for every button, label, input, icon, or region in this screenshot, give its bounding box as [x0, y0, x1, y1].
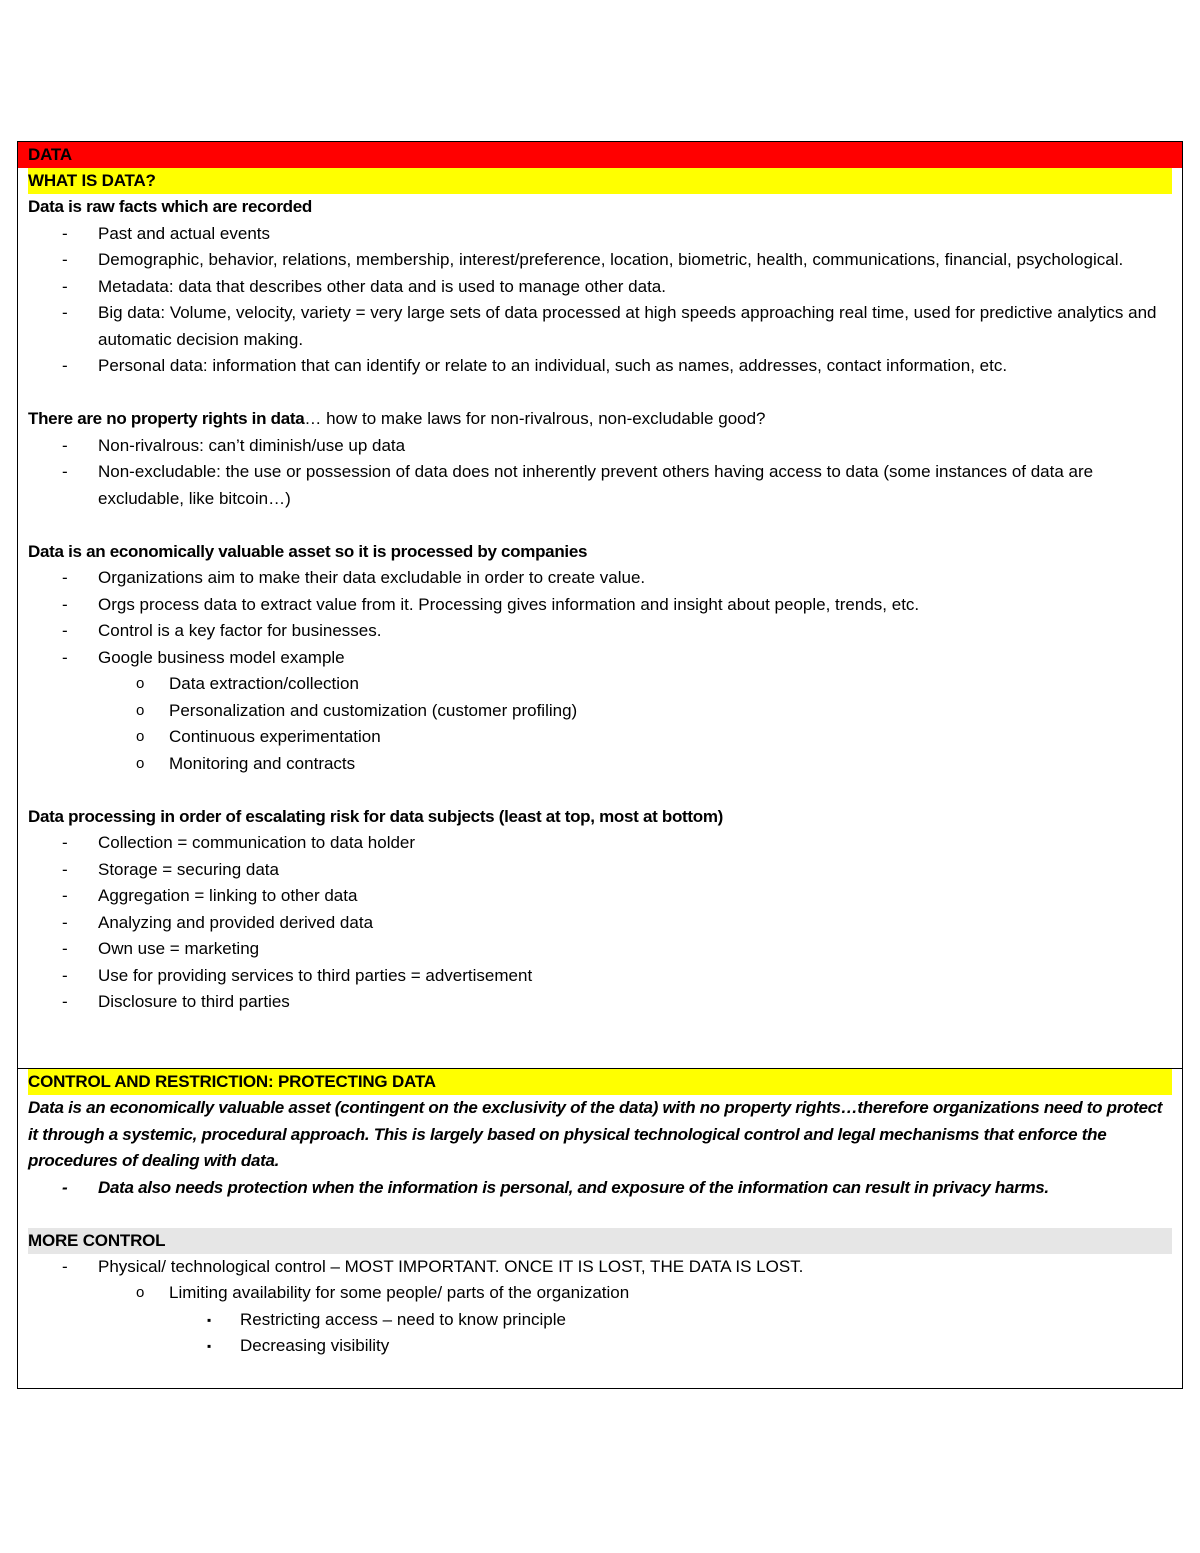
list-item: - Control is a key factor for businesses. [28, 618, 1172, 645]
dash-bullet: - [62, 647, 68, 667]
list-intro [28, 1175, 1172, 1202]
dash-bullet: - [62, 965, 68, 985]
list-item: - Past and actual events [28, 221, 1172, 248]
circle-bullet: o [136, 1284, 145, 1301]
dash-bullet: - [62, 223, 68, 243]
dash-bullet: - [62, 833, 68, 852]
list-item: - Disclosure to third parties [28, 989, 1172, 1016]
dash-bullet: - [62, 859, 68, 879]
list-item: o Limiting availability for some people/ parts of the organization ▪ Restricting access – need to know principle ▪ Decreasing visibility [98, 1280, 1172, 1360]
list-control [28, 1254, 1172, 1360]
circle-bullet: o [136, 675, 145, 692]
notes-table [17, 141, 1183, 1389]
circle-bullet: o [136, 728, 145, 745]
list-item: o Data extraction/collection [98, 671, 1172, 698]
list-item: - Personal data: information that can identify or relate to an individual, such as names, addresses, contact information, etc. [28, 353, 1172, 380]
dash-bullet: - [62, 621, 68, 640]
dash-bullet: - [62, 568, 68, 587]
list-item: - Non-rivalrous: can’t diminish/use up data [28, 433, 1172, 460]
section-title-data: DATA [18, 142, 1182, 168]
dash-bullet: - [62, 250, 68, 269]
list-valuable-asset [28, 565, 1172, 777]
square-bullet: ▪ [207, 1312, 212, 1327]
dash-bullet: - [62, 939, 68, 958]
list-item: - Organizations aim to make their data excludable in order to create value. [28, 565, 1172, 592]
dash-bullet: - [62, 303, 68, 322]
section-control-restriction [18, 1069, 1183, 1389]
block-heading-valuable-asset: Data is an economically valuable asset so it is processed by companies [28, 541, 588, 561]
list-item: - Own use = marketing [28, 936, 1172, 963]
square-bullet: ▪ [207, 1339, 212, 1353]
list-item: ▪ Restricting access – need to know principle [169, 1307, 1172, 1334]
block-heading-property-rights: There are no property rights in data… how to make laws for non-rivalrous, non-excludable good? [28, 409, 766, 428]
list-item: - Analyzing and provided derived data [28, 910, 1172, 937]
section-question: WHAT IS DATA? [28, 168, 1172, 194]
dash-bullet: - [62, 912, 68, 932]
list-item: - Data also needs protection when the information is personal, and exposure of the information can result in privacy harms. [28, 1175, 1172, 1202]
list-item: - Use for providing services to third parties = advertisement [28, 963, 1172, 990]
circle-bullet: o [136, 754, 145, 772]
dash-bullet: - [62, 992, 68, 1011]
list-item: - Demographic, behavior, relations, membership, interest/preference, location, biometric, health, communications, financial, psychological. [28, 247, 1172, 274]
section-data [18, 142, 1183, 1069]
dash-bullet: - [62, 462, 68, 481]
list-item: - Aggregation = linking to other data [28, 883, 1172, 910]
dash-bullet: - [62, 276, 68, 296]
list-item: - Google business model example o Data extraction/collection o Personalization and customization (customer profiling) o Continuous experimentation o Monitoring and contracts [28, 645, 1172, 778]
dash-bullet: - [62, 356, 68, 375]
list-item: - Non-excludable: the use or possession of data does not inherently prevent others having access to data (some instances of data are excludable, like bitcoin…) [28, 459, 1172, 512]
block-heading-processing-risk: Data processing in order of escalating risk for data subjects (least at top, most at bottom) [28, 806, 724, 826]
sublist-control [28, 1280, 1172, 1360]
list-item: - Big data: Volume, velocity, variety = very large sets of data processed at high speeds approaching real time, used for predictive analytics and automatic decision making. [28, 300, 1172, 353]
list-item: o Personalization and customization (customer profiling) [98, 698, 1172, 725]
dash-bullet: - [62, 594, 68, 614]
sublist-google-model [28, 671, 1172, 777]
circle-bullet: o [136, 701, 145, 719]
list-item: - Physical/ technological control – MOST IMPORTANT. ONCE IT IS LOST, THE DATA IS LOST. o Limiting availability for some people/ parts of the organization ▪ Restricting access – need to know principle ▪ Decreasing visibility [28, 1254, 1172, 1360]
list-item: o Continuous experimentation [98, 724, 1172, 751]
dash-bullet: - [62, 435, 68, 455]
block-heading-raw-facts: Data is raw facts which are recorded [28, 197, 312, 216]
list-item: - Collection = communication to data holder [28, 830, 1172, 857]
more-control-heading: MORE CONTROL [28, 1228, 1172, 1254]
list-item: - Orgs process data to extract value from it. Processing gives information and insight about people, trends, etc. [28, 592, 1172, 619]
list-property-rights [28, 433, 1172, 513]
dash-bullet: - [62, 1256, 68, 1276]
dash-bullet: - [62, 886, 68, 905]
list-item: o Monitoring and contracts [98, 751, 1172, 778]
list-raw-facts [28, 221, 1172, 380]
section-intro: Data is an economically valuable asset (contingent on the exclusivity of the data) with no property rights…therefore organizations need to protect it through a systemic, procedural approach. This is largely based on physical technological control and legal mechanisms that enforce the procedures of dealing with data. [28, 1098, 1163, 1170]
list-item: ▪ Decreasing visibility [169, 1333, 1172, 1360]
dash-bullet: - [62, 1177, 68, 1197]
list-item: - Metadata: data that describes other data and is used to manage other data. [28, 274, 1172, 301]
subsublist-control [98, 1307, 1172, 1360]
section-title-control: CONTROL AND RESTRICTION: PROTECTING DATA [28, 1069, 1172, 1095]
list-item: - Storage = securing data [28, 857, 1172, 884]
list-processing-risk [28, 830, 1172, 1016]
